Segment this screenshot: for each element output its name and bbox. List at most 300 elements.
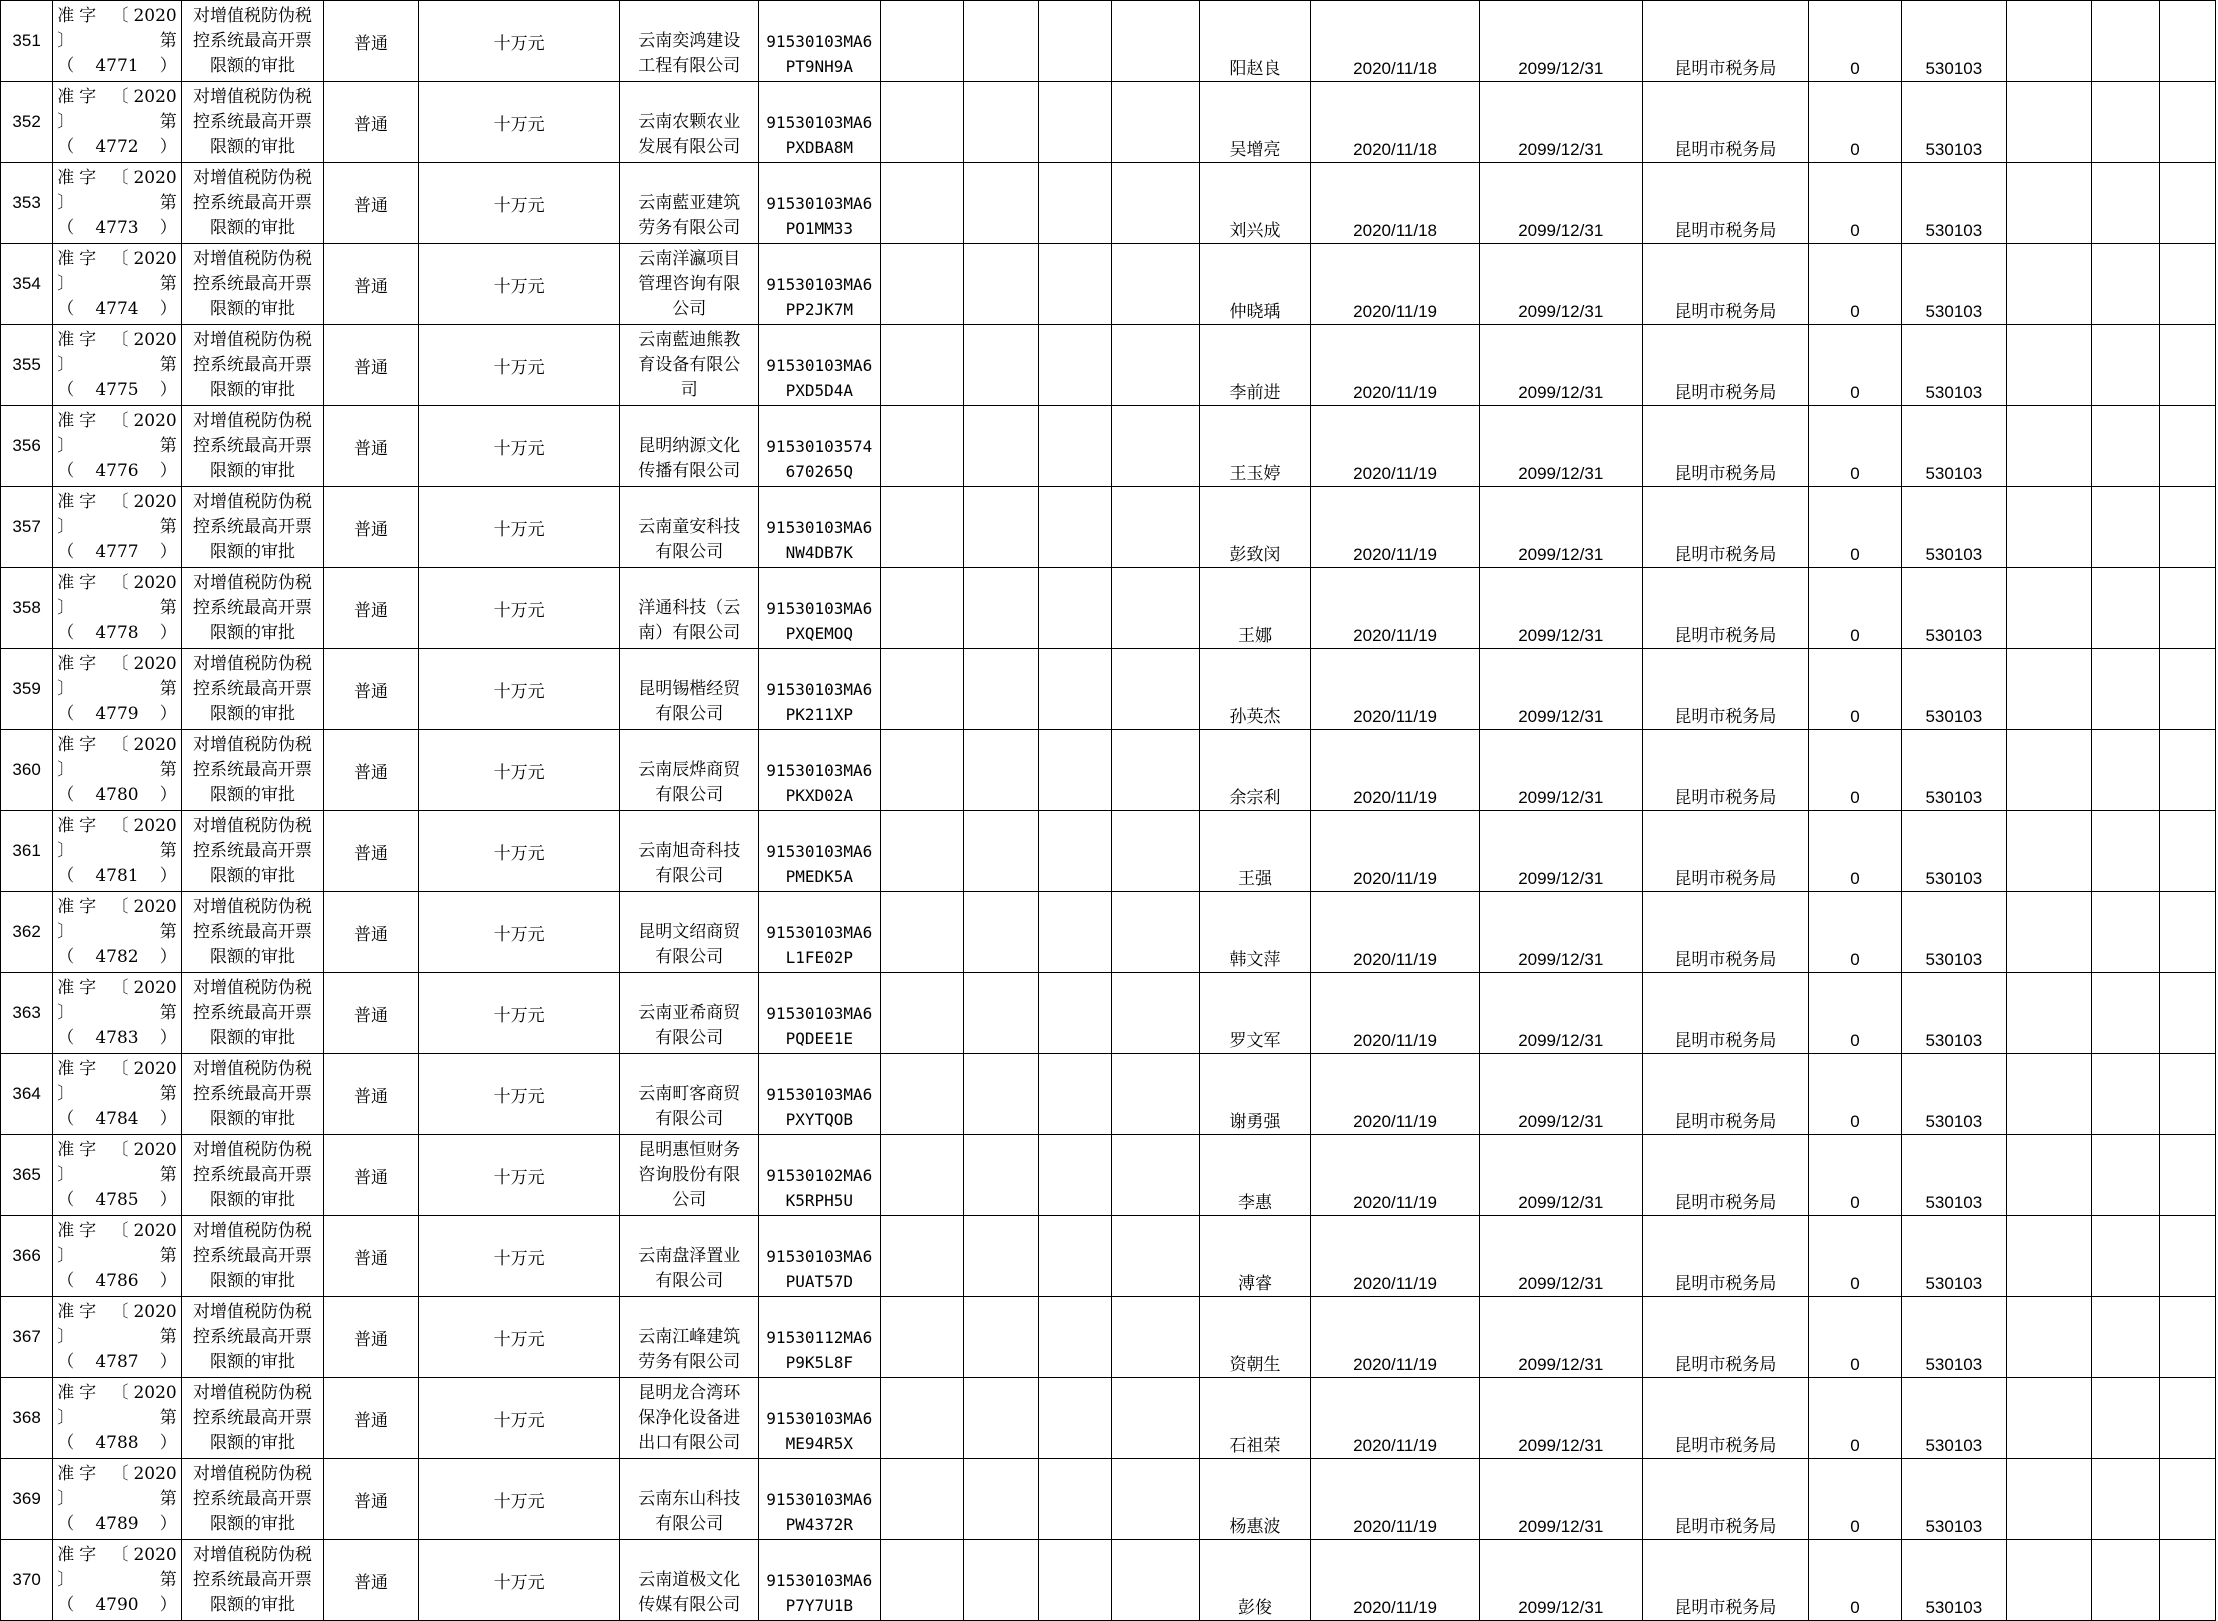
table-row bbox=[1, 730, 2216, 811]
approval-item-line: 限额的审批 bbox=[210, 217, 295, 238]
valid-from: 2020/11/19 bbox=[1311, 568, 1480, 649]
document-number-line: 准字 〔2020 bbox=[57, 815, 177, 836]
empty-cell bbox=[2007, 973, 2092, 1054]
empty-cell bbox=[1039, 406, 1112, 487]
empty-cell bbox=[963, 1459, 1038, 1540]
empty-cell bbox=[1112, 892, 1199, 973]
document-number-line: 准字 〔2020 bbox=[57, 329, 177, 350]
empty-cell bbox=[1039, 730, 1112, 811]
approval-item-line: 控系统最高开票 bbox=[193, 678, 312, 699]
legal-representative: 石祖荣 bbox=[1199, 1378, 1310, 1459]
document-number-line: 准字 〔2020 bbox=[57, 1544, 177, 1565]
empty-cell bbox=[1112, 406, 1199, 487]
approval-item bbox=[181, 487, 324, 568]
empty-cell bbox=[1039, 568, 1112, 649]
invoice-limit: 十万元 bbox=[418, 82, 620, 163]
company-name-line: 传媒有限公司 bbox=[638, 1595, 741, 1615]
approval-item-line: 控系统最高开票 bbox=[193, 435, 312, 456]
company-name-line: 云南洋瀛项目 bbox=[638, 249, 741, 269]
approval-item-line: 限额的审批 bbox=[210, 1432, 295, 1453]
company-name bbox=[620, 1297, 759, 1378]
company-name bbox=[620, 973, 759, 1054]
approval-item bbox=[181, 82, 324, 163]
company-name-line: 有限公司 bbox=[655, 947, 724, 967]
empty-cell bbox=[880, 730, 963, 811]
row-number: 360 bbox=[1, 730, 53, 811]
empty-cell bbox=[2092, 811, 2159, 892]
approval-item-line: 对增值税防伪税 bbox=[193, 167, 312, 188]
valid-to: 2099/12/31 bbox=[1479, 730, 1642, 811]
company-name bbox=[620, 730, 759, 811]
empty-cell bbox=[1112, 325, 1199, 406]
approval-item-line: 限额的审批 bbox=[210, 541, 295, 562]
table-row bbox=[1, 325, 2216, 406]
credit-code-line: PT9NH9A bbox=[785, 57, 853, 76]
empty-cell bbox=[880, 1054, 963, 1135]
empty-cell bbox=[963, 1297, 1038, 1378]
approval-item-line: 对增值税防伪税 bbox=[193, 572, 312, 593]
approval-item bbox=[181, 1, 324, 82]
document-number-line: 准字 〔2020 bbox=[57, 1058, 177, 1079]
document-number-line: （4780） bbox=[57, 784, 177, 805]
company-name-line: 发展有限公司 bbox=[638, 137, 741, 157]
table-row bbox=[1, 1, 2216, 82]
empty-cell bbox=[963, 730, 1038, 811]
empty-cell bbox=[1039, 1378, 1112, 1459]
company-name-line: 传播有限公司 bbox=[638, 461, 741, 481]
approval-item-line: 对增值税防伪税 bbox=[193, 734, 312, 755]
empty-cell bbox=[2159, 82, 2215, 163]
company-name-line: 工程有限公司 bbox=[638, 56, 741, 76]
company-name-line: 云南农颗农业 bbox=[638, 112, 741, 132]
document-number-line: 〕 第 bbox=[57, 111, 177, 132]
document-number bbox=[53, 487, 182, 568]
approval-item-line: 限额的审批 bbox=[210, 1027, 295, 1048]
approval-item-line: 控系统最高开票 bbox=[193, 1245, 312, 1266]
region-code: 530103 bbox=[1901, 1540, 2006, 1621]
credit-code-line: L1FE02P bbox=[785, 948, 853, 967]
empty-cell bbox=[880, 1, 963, 82]
valid-from: 2020/11/19 bbox=[1311, 325, 1480, 406]
legal-representative: 杨惠波 bbox=[1199, 1459, 1310, 1540]
empty-cell bbox=[2159, 244, 2215, 325]
invoice-type: 普通 bbox=[324, 730, 418, 811]
approval-item-line: 对增值税防伪税 bbox=[193, 896, 312, 917]
company-name-line: 有限公司 bbox=[655, 866, 724, 886]
valid-to: 2099/12/31 bbox=[1479, 1297, 1642, 1378]
legal-representative: 王玉婷 bbox=[1199, 406, 1310, 487]
empty-cell bbox=[2159, 1054, 2215, 1135]
approval-item-line: 限额的审批 bbox=[210, 1513, 295, 1534]
empty-cell bbox=[963, 568, 1038, 649]
valid-to: 2099/12/31 bbox=[1479, 487, 1642, 568]
document-number-line: （4774） bbox=[57, 298, 177, 319]
empty-cell bbox=[880, 1135, 963, 1216]
table-row bbox=[1, 973, 2216, 1054]
legal-representative: 王强 bbox=[1199, 811, 1310, 892]
credit-code-line: 91530103MA6 bbox=[766, 32, 873, 51]
empty-cell bbox=[880, 163, 963, 244]
document-number bbox=[53, 973, 182, 1054]
empty-cell bbox=[2092, 1, 2159, 82]
credit-code-line: PMEDK5A bbox=[785, 867, 853, 886]
region-code: 530103 bbox=[1901, 1297, 2006, 1378]
valid-to: 2099/12/31 bbox=[1479, 82, 1642, 163]
approval-item-line: 对增值税防伪税 bbox=[193, 248, 312, 269]
invoice-limit: 十万元 bbox=[418, 649, 620, 730]
credit-code-line: PO1MM33 bbox=[785, 219, 853, 238]
document-number-line: （4773） bbox=[57, 217, 177, 238]
table-row bbox=[1, 649, 2216, 730]
region-code: 530103 bbox=[1901, 487, 2006, 568]
company-name-line: 保净化设备进 bbox=[638, 1408, 741, 1428]
legal-representative: 孙英杰 bbox=[1199, 649, 1310, 730]
company-name bbox=[620, 568, 759, 649]
issuing-authority: 昆明市税务局 bbox=[1642, 730, 1809, 811]
credit-code-line: PXD5D4A bbox=[785, 381, 853, 400]
table-body bbox=[1, 1, 2216, 1621]
credit-code-line: 91530103MA6 bbox=[766, 113, 873, 132]
credit-code bbox=[759, 568, 880, 649]
document-number-line: 准字 〔2020 bbox=[57, 5, 177, 26]
valid-from: 2020/11/19 bbox=[1311, 1054, 1480, 1135]
approval-item-line: 对增值税防伪税 bbox=[193, 491, 312, 512]
empty-cell bbox=[963, 244, 1038, 325]
document-number-line: 〕 第 bbox=[57, 273, 177, 294]
invoice-limit: 十万元 bbox=[418, 1135, 620, 1216]
company-name bbox=[620, 487, 759, 568]
empty-cell bbox=[2092, 1297, 2159, 1378]
document-number-line: 准字 〔2020 bbox=[57, 248, 177, 269]
empty-cell bbox=[2007, 811, 2092, 892]
approval-item-line: 控系统最高开票 bbox=[193, 1164, 312, 1185]
company-name-line: 有限公司 bbox=[655, 785, 724, 805]
approval-item-line: 限额的审批 bbox=[210, 1351, 295, 1372]
empty-cell bbox=[1039, 82, 1112, 163]
document-number-line: （4781） bbox=[57, 865, 177, 886]
company-name-line: 公司 bbox=[672, 299, 707, 319]
valid-to: 2099/12/31 bbox=[1479, 1378, 1642, 1459]
credit-code bbox=[759, 892, 880, 973]
legal-representative: 彭俊 bbox=[1199, 1540, 1310, 1621]
row-number: 361 bbox=[1, 811, 53, 892]
empty-cell bbox=[1112, 1540, 1199, 1621]
empty-cell bbox=[2007, 487, 2092, 568]
valid-to: 2099/12/31 bbox=[1479, 568, 1642, 649]
status-flag: 0 bbox=[1809, 1459, 1901, 1540]
credit-code-line: 91530103MA6 bbox=[766, 761, 873, 780]
valid-from: 2020/11/18 bbox=[1311, 1, 1480, 82]
empty-cell bbox=[1039, 892, 1112, 973]
approval-item-line: 控系统最高开票 bbox=[193, 192, 312, 213]
valid-from: 2020/11/19 bbox=[1311, 649, 1480, 730]
status-flag: 0 bbox=[1809, 1, 1901, 82]
row-number: 370 bbox=[1, 1540, 53, 1621]
credit-code-line: 91530103MA6 bbox=[766, 1004, 873, 1023]
empty-cell bbox=[880, 487, 963, 568]
table-row bbox=[1, 1378, 2216, 1459]
document-number-line: 〕 第 bbox=[57, 1245, 177, 1266]
company-name-line: 昆明纳源文化 bbox=[638, 436, 741, 456]
credit-code-line: 91530103574 bbox=[766, 437, 873, 456]
document-number-line: （4790） bbox=[57, 1594, 177, 1615]
valid-to: 2099/12/31 bbox=[1479, 1216, 1642, 1297]
company-name bbox=[620, 82, 759, 163]
legal-representative: 溥睿 bbox=[1199, 1216, 1310, 1297]
empty-cell bbox=[1112, 1054, 1199, 1135]
credit-code-line: PXDBA8M bbox=[785, 138, 853, 157]
credit-code-line: 91530103MA6 bbox=[766, 194, 873, 213]
invoice-limit: 十万元 bbox=[418, 1297, 620, 1378]
row-number: 357 bbox=[1, 487, 53, 568]
invoice-limit: 十万元 bbox=[418, 1459, 620, 1540]
approval-item-line: 限额的审批 bbox=[210, 1270, 295, 1291]
empty-cell bbox=[2007, 163, 2092, 244]
empty-cell bbox=[2007, 244, 2092, 325]
invoice-type: 普通 bbox=[324, 1297, 418, 1378]
company-name-line: 云南亚希商贸 bbox=[638, 1003, 741, 1023]
empty-cell bbox=[963, 163, 1038, 244]
company-name bbox=[620, 1, 759, 82]
empty-cell bbox=[2092, 163, 2159, 244]
empty-cell bbox=[2092, 568, 2159, 649]
valid-to: 2099/12/31 bbox=[1479, 406, 1642, 487]
document-number-line: 准字 〔2020 bbox=[57, 1301, 177, 1322]
empty-cell bbox=[2007, 82, 2092, 163]
empty-cell bbox=[880, 1216, 963, 1297]
approval-item bbox=[181, 649, 324, 730]
approval-item-line: 限额的审批 bbox=[210, 1108, 295, 1129]
approval-item bbox=[181, 1459, 324, 1540]
empty-cell bbox=[963, 1054, 1038, 1135]
document-number bbox=[53, 82, 182, 163]
empty-cell bbox=[963, 1378, 1038, 1459]
empty-cell bbox=[1112, 1297, 1199, 1378]
status-flag: 0 bbox=[1809, 244, 1901, 325]
valid-from: 2020/11/19 bbox=[1311, 730, 1480, 811]
empty-cell bbox=[963, 82, 1038, 163]
issuing-authority: 昆明市税务局 bbox=[1642, 973, 1809, 1054]
approval-item-line: 限额的审批 bbox=[210, 622, 295, 643]
approval-item-line: 控系统最高开票 bbox=[193, 759, 312, 780]
credit-code-line: 91530112MA6 bbox=[766, 1328, 873, 1347]
document-number bbox=[53, 406, 182, 487]
empty-cell bbox=[880, 568, 963, 649]
issuing-authority: 昆明市税务局 bbox=[1642, 325, 1809, 406]
approval-item bbox=[181, 1135, 324, 1216]
approval-item bbox=[181, 892, 324, 973]
company-name-line: 有限公司 bbox=[655, 1514, 724, 1534]
approval-item-line: 控系统最高开票 bbox=[193, 1002, 312, 1023]
approval-item bbox=[181, 1216, 324, 1297]
document-number-line: 〕 第 bbox=[57, 192, 177, 213]
document-number-line: 〕 第 bbox=[57, 759, 177, 780]
document-number-line: （4771） bbox=[57, 55, 177, 76]
invoice-type: 普通 bbox=[324, 568, 418, 649]
invoice-limit: 十万元 bbox=[418, 973, 620, 1054]
legal-representative: 李前进 bbox=[1199, 325, 1310, 406]
credit-code-line: P9K5L8F bbox=[785, 1353, 853, 1372]
issuing-authority: 昆明市税务局 bbox=[1642, 1216, 1809, 1297]
credit-code bbox=[759, 973, 880, 1054]
document-number-line: 〕 第 bbox=[57, 678, 177, 699]
legal-representative: 王娜 bbox=[1199, 568, 1310, 649]
company-name-line: 有限公司 bbox=[655, 542, 724, 562]
company-name-line: 南）有限公司 bbox=[638, 623, 741, 643]
empty-cell bbox=[2159, 1135, 2215, 1216]
empty-cell bbox=[2092, 1378, 2159, 1459]
document-number-line: 准字 〔2020 bbox=[57, 896, 177, 917]
region-code: 530103 bbox=[1901, 1459, 2006, 1540]
document-number-line: 〕 第 bbox=[57, 1083, 177, 1104]
row-number: 369 bbox=[1, 1459, 53, 1540]
invoice-type: 普通 bbox=[324, 82, 418, 163]
empty-cell bbox=[1039, 1540, 1112, 1621]
empty-cell bbox=[880, 1459, 963, 1540]
issuing-authority: 昆明市税务局 bbox=[1642, 163, 1809, 244]
valid-to: 2099/12/31 bbox=[1479, 892, 1642, 973]
company-name bbox=[620, 892, 759, 973]
status-flag: 0 bbox=[1809, 730, 1901, 811]
empty-cell bbox=[2159, 1, 2215, 82]
empty-cell bbox=[1112, 1378, 1199, 1459]
issuing-authority: 昆明市税务局 bbox=[1642, 649, 1809, 730]
valid-from: 2020/11/18 bbox=[1311, 82, 1480, 163]
document-number-line: 准字 〔2020 bbox=[57, 1220, 177, 1241]
row-number: 362 bbox=[1, 892, 53, 973]
invoice-limit: 十万元 bbox=[418, 1216, 620, 1297]
empty-cell bbox=[963, 811, 1038, 892]
approval-item-line: 对增值税防伪税 bbox=[193, 653, 312, 674]
credit-code bbox=[759, 811, 880, 892]
company-name-line: 昆明惠恒财务 bbox=[638, 1140, 741, 1160]
valid-from: 2020/11/19 bbox=[1311, 487, 1480, 568]
approval-item bbox=[181, 244, 324, 325]
empty-cell bbox=[2092, 973, 2159, 1054]
empty-cell bbox=[963, 325, 1038, 406]
credit-code-line: 91530103MA6 bbox=[766, 275, 873, 294]
empty-cell bbox=[1112, 649, 1199, 730]
approval-item-line: 对增值税防伪税 bbox=[193, 5, 312, 26]
document-number bbox=[53, 1540, 182, 1621]
empty-cell bbox=[2092, 325, 2159, 406]
empty-cell bbox=[880, 325, 963, 406]
valid-from: 2020/11/19 bbox=[1311, 1216, 1480, 1297]
valid-to: 2099/12/31 bbox=[1479, 1459, 1642, 1540]
empty-cell bbox=[2007, 1459, 2092, 1540]
document-number-line: 〕 第 bbox=[57, 30, 177, 51]
status-flag: 0 bbox=[1809, 406, 1901, 487]
credit-code-line: 91530103MA6 bbox=[766, 518, 873, 537]
invoice-limit: 十万元 bbox=[418, 1, 620, 82]
status-flag: 0 bbox=[1809, 82, 1901, 163]
company-name bbox=[620, 406, 759, 487]
empty-cell bbox=[1039, 163, 1112, 244]
company-name-line: 出口有限公司 bbox=[638, 1433, 741, 1453]
company-name-line: 云南藍迪熊教 bbox=[638, 330, 741, 350]
approval-item-line: 控系统最高开票 bbox=[193, 516, 312, 537]
document-number-line: 准字 〔2020 bbox=[57, 734, 177, 755]
empty-cell bbox=[1112, 487, 1199, 568]
invoice-limit: 十万元 bbox=[418, 568, 620, 649]
valid-to: 2099/12/31 bbox=[1479, 973, 1642, 1054]
empty-cell bbox=[2092, 892, 2159, 973]
region-code: 530103 bbox=[1901, 1, 2006, 82]
empty-cell bbox=[2159, 730, 2215, 811]
issuing-authority: 昆明市税务局 bbox=[1642, 487, 1809, 568]
document-number-line: 准字 〔2020 bbox=[57, 410, 177, 431]
approval-item-line: 对增值税防伪税 bbox=[193, 86, 312, 107]
empty-cell bbox=[880, 649, 963, 730]
approval-item-line: 对增值税防伪税 bbox=[193, 1220, 312, 1241]
company-name-line: 劳务有限公司 bbox=[638, 1352, 741, 1372]
empty-cell bbox=[1039, 811, 1112, 892]
invoice-type: 普通 bbox=[324, 1378, 418, 1459]
empty-cell bbox=[2159, 1540, 2215, 1621]
approval-item bbox=[181, 811, 324, 892]
company-name-line: 云南奕鸿建设 bbox=[638, 31, 741, 51]
document-number-line: 〕 第 bbox=[57, 1002, 177, 1023]
company-name bbox=[620, 1216, 759, 1297]
row-number: 352 bbox=[1, 82, 53, 163]
document-number-line: 准字 〔2020 bbox=[57, 491, 177, 512]
issuing-authority: 昆明市税务局 bbox=[1642, 1135, 1809, 1216]
company-name-line: 云南童安科技 bbox=[638, 517, 741, 537]
table-row bbox=[1, 1054, 2216, 1135]
company-name-line: 管理咨询有限 bbox=[638, 274, 741, 294]
valid-to: 2099/12/31 bbox=[1479, 244, 1642, 325]
empty-cell bbox=[2159, 649, 2215, 730]
status-flag: 0 bbox=[1809, 1054, 1901, 1135]
row-number: 353 bbox=[1, 163, 53, 244]
empty-cell bbox=[2007, 325, 2092, 406]
empty-cell bbox=[2092, 244, 2159, 325]
approval-item-line: 控系统最高开票 bbox=[193, 30, 312, 51]
document-number-line: 准字 〔2020 bbox=[57, 1139, 177, 1160]
valid-to: 2099/12/31 bbox=[1479, 163, 1642, 244]
document-number-line: （4785） bbox=[57, 1189, 177, 1210]
credit-code-line: PKXD02A bbox=[785, 786, 853, 805]
table-row bbox=[1, 487, 2216, 568]
company-name bbox=[620, 1540, 759, 1621]
status-flag: 0 bbox=[1809, 811, 1901, 892]
empty-cell bbox=[880, 1297, 963, 1378]
credit-code-line: 91530103MA6 bbox=[766, 1247, 873, 1266]
row-number: 355 bbox=[1, 325, 53, 406]
company-name bbox=[620, 325, 759, 406]
approval-item-line: 限额的审批 bbox=[210, 460, 295, 481]
valid-to: 2099/12/31 bbox=[1479, 1, 1642, 82]
empty-cell bbox=[1112, 1216, 1199, 1297]
credit-code bbox=[759, 1297, 880, 1378]
approval-item bbox=[181, 1378, 324, 1459]
company-name bbox=[620, 244, 759, 325]
approval-item bbox=[181, 1540, 324, 1621]
valid-from: 2020/11/19 bbox=[1311, 811, 1480, 892]
empty-cell bbox=[1039, 649, 1112, 730]
valid-to: 2099/12/31 bbox=[1479, 1135, 1642, 1216]
invoice-type: 普通 bbox=[324, 892, 418, 973]
empty-cell bbox=[880, 811, 963, 892]
empty-cell bbox=[2007, 1540, 2092, 1621]
credit-code-line: K5RPH5U bbox=[785, 1191, 853, 1210]
empty-cell bbox=[2159, 1216, 2215, 1297]
document-number-line: （4777） bbox=[57, 541, 177, 562]
row-number: 366 bbox=[1, 1216, 53, 1297]
row-number: 365 bbox=[1, 1135, 53, 1216]
empty-cell bbox=[1039, 487, 1112, 568]
empty-cell bbox=[2007, 1, 2092, 82]
